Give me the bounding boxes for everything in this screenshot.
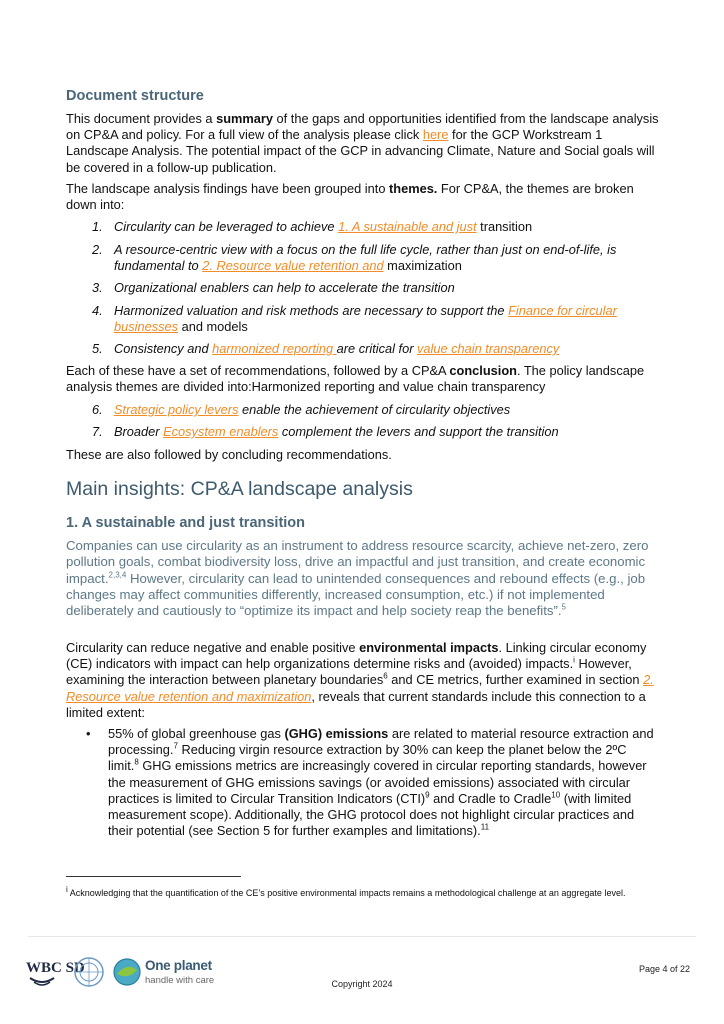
heading-main-insights: Main insights: CP&A landscape analysis [66,478,413,500]
footer-divider [28,936,696,937]
link-harmonized-reporting[interactable]: harmonized reporting [212,341,337,356]
heading-sustainable-transition: 1. A sustainable and just transition [66,515,306,531]
link-sustainable-just[interactable]: 1. A sustainable and just [338,219,477,234]
svg-text:WBC SD: WBC SD [26,960,85,976]
footnote-divider [66,876,241,877]
paragraph-summary: This document provides a summary of the gaps and opportunities identified from the landscape analysis on CP&A and policy. For a full view of the analysis please click here for the GCP Workstream 1 Landscape Analysis. The potential impact of the GCP in advancing Climate, Nature and Social goals will be covered in a follow-up publication. [66,111,659,175]
paragraph-concluding: These are also followed by concluding recommendations. [66,447,392,462]
one-planet-subtitle: handle with care [145,975,215,986]
footnote-i: $^i$ Acknowledging that the quantification of the CE’s positive environmental impacts remains a methodological challenge at an aggregate level. [66,885,626,898]
paragraph-themes: The landscape analysis findings have been grouped into themes. For CP&A, the themes are broken down into: [66,181,634,213]
link-value-chain[interactable]: value chain transparency [417,341,560,356]
page-number: Page 4 of 22 [638,964,690,974]
link-strategic-policy[interactable]: Strategic policy levers [114,402,239,417]
heading-document-structure: Document structure [66,88,204,104]
here-link[interactable]: here [422,127,449,143]
theme-item-2: 2. A resource-centric view with a focus on the full life cycle, rather than just on end-of-life, is fundamental to 2. Resource value retention and maximization [92,242,617,274]
theme-item-4: 4. Harmonized valuation and risk methods are necessary to support the Finance for circular businesses and models [92,303,617,335]
theme-item-3: 3. Organizational enablers can help to accelerate the transition [92,280,455,295]
theme-item-6: 6. Strategic policy levers enable the achievement of circularity objectives [92,402,511,417]
link-section-2[interactable]: 2. Resource value retention and maximization [66,672,654,704]
link-ecosystem-enablers[interactable]: Ecosystem enablers [163,424,279,439]
bullet-ghg-emissions: • 55% of global greenhouse gas (GHG) emissions are related to material resource extraction and processing.$^7$ Reducing virgin resource extraction by 30% can keep the planet below the 2ºC limit.$^8$ GHG emissions metrics are increasingly covered in circular reporting standards, however the measurement of GHG emissions savings (or avoided emissions) associated with circular practices is limited to Circular Transition Indicators (CTI)$^9$ and Cradle to Cradle$^{10}$ (with limited measurement scope). Additionally, the GHG protocol does not highlight circular practices and their potential (see Section 5 for further examples and limitations).$^{11}$ [86,726,654,839]
one-planet-text: One planet [145,958,212,973]
paragraph-environmental-impacts: Circularity can reduce negative and enable positive environmental impacts. Linking circular economy (CE) indicators with impact can help organizations determine risks and (avoided) impacts.$^i$ However, examining the interaction between planetary boundaries$^6$ and CE metrics, further examined in section 2. Resource value retention and maximization, reveals that current standards include this connection to a limited extent: [66,640,654,720]
copyright: Copyright 2024 [331,979,393,989]
theme-item-1: 1. Circularity can be leveraged to achieve 1. A sustainable and just transition [92,219,533,234]
link-resource-value[interactable]: 2. Resource value retention and [202,258,384,274]
theme-item-7: 7. Broader Ecosystem enablers complement the levers and support the transition [92,424,559,439]
link-finance-circular[interactable]: Finance for circular businesses [114,303,617,335]
paragraph-recommendations: Each of these have a set of recommendations, followed by a CP&A conclusion. The policy landscape analysis themes are divided into:Harmonized reporting and value chain transparency [66,363,645,395]
theme-item-5: 5. Consistency and harmonized reporting are critical for value chain transparency [92,341,560,356]
intro-paragraph: Companies can use circularity as an instrument to address resource scarcity, achieve net-zero, zero pollution goals, combat biodiversity loss, drive an impactful and just transition, and create economic impact.$^{2,3,4}$ However, circularity can lead to unintended consequences and rebound effects (e.g., job changes may affect communities differently, increased consumption, etc.) if not implemented deliberately and cautiously to “optimize its impact and help society reap the benefits”.$^5$ [66,538,649,619]
bullet-dot: • [86,726,91,741]
